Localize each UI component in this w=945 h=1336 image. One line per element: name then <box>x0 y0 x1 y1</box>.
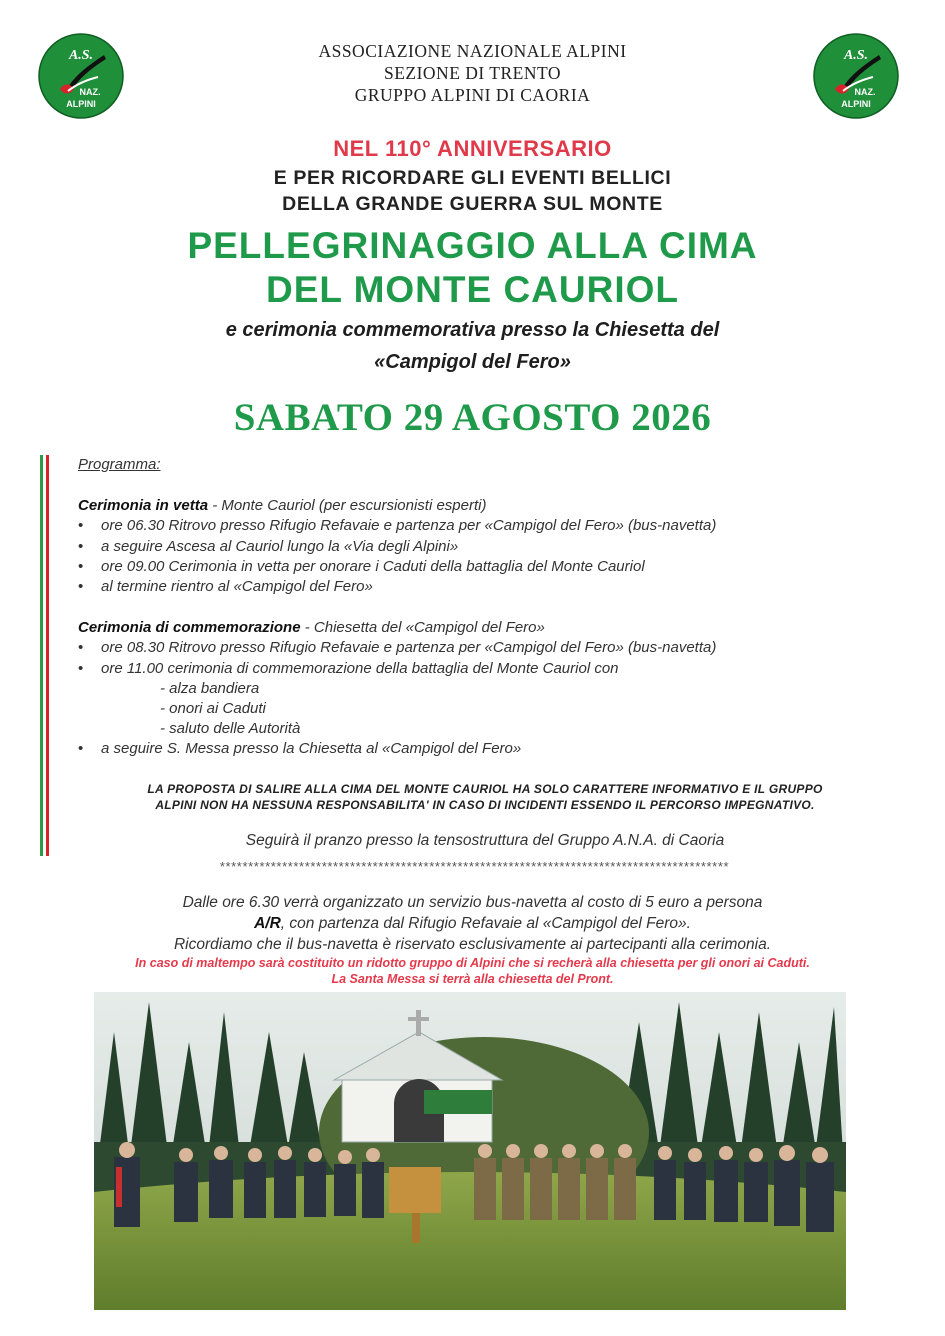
list-item: • a seguire S. Messa presso la Chiesetta al «Campigol del Fero» <box>78 739 898 759</box>
header-line-2: SEZIONE DI TRENTO <box>383 63 561 83</box>
list-item: • ore 06.30 Ritrovo presso Rifugio Refavaie e partenza per «Campigol del Fero» (bus-navetta) <box>78 516 898 536</box>
bus-info <box>40 892 905 987</box>
event-date: SABATO 29 AGOSTO 2026 <box>233 396 712 439</box>
sub-list-item: - alza bandiera <box>160 679 260 697</box>
disclaimer-line-1: LA PROPOSTA DI SALIRE ALLA CIMA DEL MONTE CAURIOL HA SOLO CARATTERE INFORMATIVO E IL GRUPPO <box>147 782 823 796</box>
programme-section <box>78 455 898 760</box>
sub-list-item: - onori ai Caduti <box>160 700 266 718</box>
header-line-1: ASSOCIAZIONE NAZIONALE ALPINI <box>318 41 627 61</box>
list-item: • al termine rientro al «Campigol del Fero» <box>78 577 898 597</box>
bad-weather-line-1: In caso di maltempo sarà costituito un ridotto gruppo di Alpini che si recherà alla chiesetta per gli onori ai Caduti. <box>135 956 810 970</box>
organization-header <box>200 40 745 106</box>
subtitle-line-2: DELLA GRANDE GUERRA SUL MONTE <box>282 193 663 215</box>
sub-list-item: - saluto delle Autorità <box>160 720 301 738</box>
tricolor-stripe <box>40 455 49 856</box>
bus-line-1: Dalle ore 6.30 verrà organizzato un servizio bus-navetta al costo di 5 euro a persona <box>182 894 763 911</box>
ceremony-subtitle <box>80 314 865 378</box>
section-commemoration-place: - Chiesetta del «Campigol del Fero» <box>300 619 545 637</box>
ceremony-line-2: «Campigol del Fero» <box>374 351 571 373</box>
disclaimer-notice <box>80 781 890 813</box>
bus-line-2-text: , con partenza dal Rifugio Refavaie al «Campigol del Fero». <box>280 915 691 932</box>
ceremony-line-1: e cerimonia commemorativa presso la Chiesetta del <box>225 319 720 341</box>
section-vetta-title: Cerimonia in vetta <box>78 497 209 515</box>
bus-line-2 <box>40 913 905 934</box>
header-line-3: GRUPPO ALPINI DI CAORIA <box>354 85 591 105</box>
svg-text:A.S.: A.S. <box>843 48 869 63</box>
section-commemoration-heading <box>78 618 898 638</box>
disclaimer-line-2: ALPINI NON HA NESSUNA RESPONSABILITA' IN CASO DI INCIDENTI ESSENDO IL PERCORSO IMPEGNATIVO. <box>155 798 815 812</box>
svg-text:ALPINI: ALPINI <box>66 99 96 109</box>
star-divider: ****************************************************************************************** <box>219 859 730 874</box>
event-subtitle <box>100 165 845 217</box>
ana-logo-right <box>813 33 899 119</box>
ceremony-photo <box>94 992 846 1310</box>
programme-heading: Programma: <box>78 456 161 473</box>
bus-return-label: A/R <box>254 915 281 932</box>
list-item: • ore 08.30 Ritrovo presso Rifugio Refavaie e partenza per «Campigol del Fero» (bus-navetta) <box>78 638 898 658</box>
section-vetta-place: - Monte Cauriol (per escursionisti esperti) <box>208 497 487 515</box>
page-title <box>60 224 885 312</box>
subtitle-line-1: E PER RICORDARE GLI EVENTI BELLICI <box>273 167 672 189</box>
list-item: • ore 09.00 Cerimonia in vetta per onorare i Caduti della battaglia del Monte Cauriol <box>78 557 898 577</box>
lunch-note: Seguirà il pranzo presso la tensostruttura del Gruppo A.N.A. di Caoria <box>245 832 725 849</box>
title-line-2: DEL MONTE CAURIOL <box>265 269 680 310</box>
section-commemoration-title: Cerimonia di commemorazione <box>78 619 301 637</box>
svg-text:ALPINI: ALPINI <box>841 99 871 109</box>
anniversary-heading: NEL 110° ANNIVERSARIO <box>333 136 612 161</box>
svg-text:NAZ.: NAZ. <box>79 87 101 97</box>
svg-text:A.S.: A.S. <box>68 48 94 63</box>
svg-text:NAZ.: NAZ. <box>854 87 876 97</box>
title-line-1: PELLEGRINAGGIO ALLA CIMA <box>187 225 758 266</box>
list-item: • a seguire Ascesa al Cauriol lungo la «Via degli Alpini» <box>78 537 898 557</box>
section-vetta-heading <box>78 496 898 516</box>
ana-logo-left <box>38 33 124 119</box>
list-item: • ore 11.00 cerimonia di commemorazione della battaglia del Monte Cauriol con <box>78 659 898 679</box>
bus-line-3: Ricordiamo che il bus-navetta è riservato esclusivamente ai partecipanti alla cerimonia. <box>173 936 772 953</box>
bad-weather-line-2: La Santa Messa si terrà alla chiesetta del Pront. <box>331 972 614 986</box>
